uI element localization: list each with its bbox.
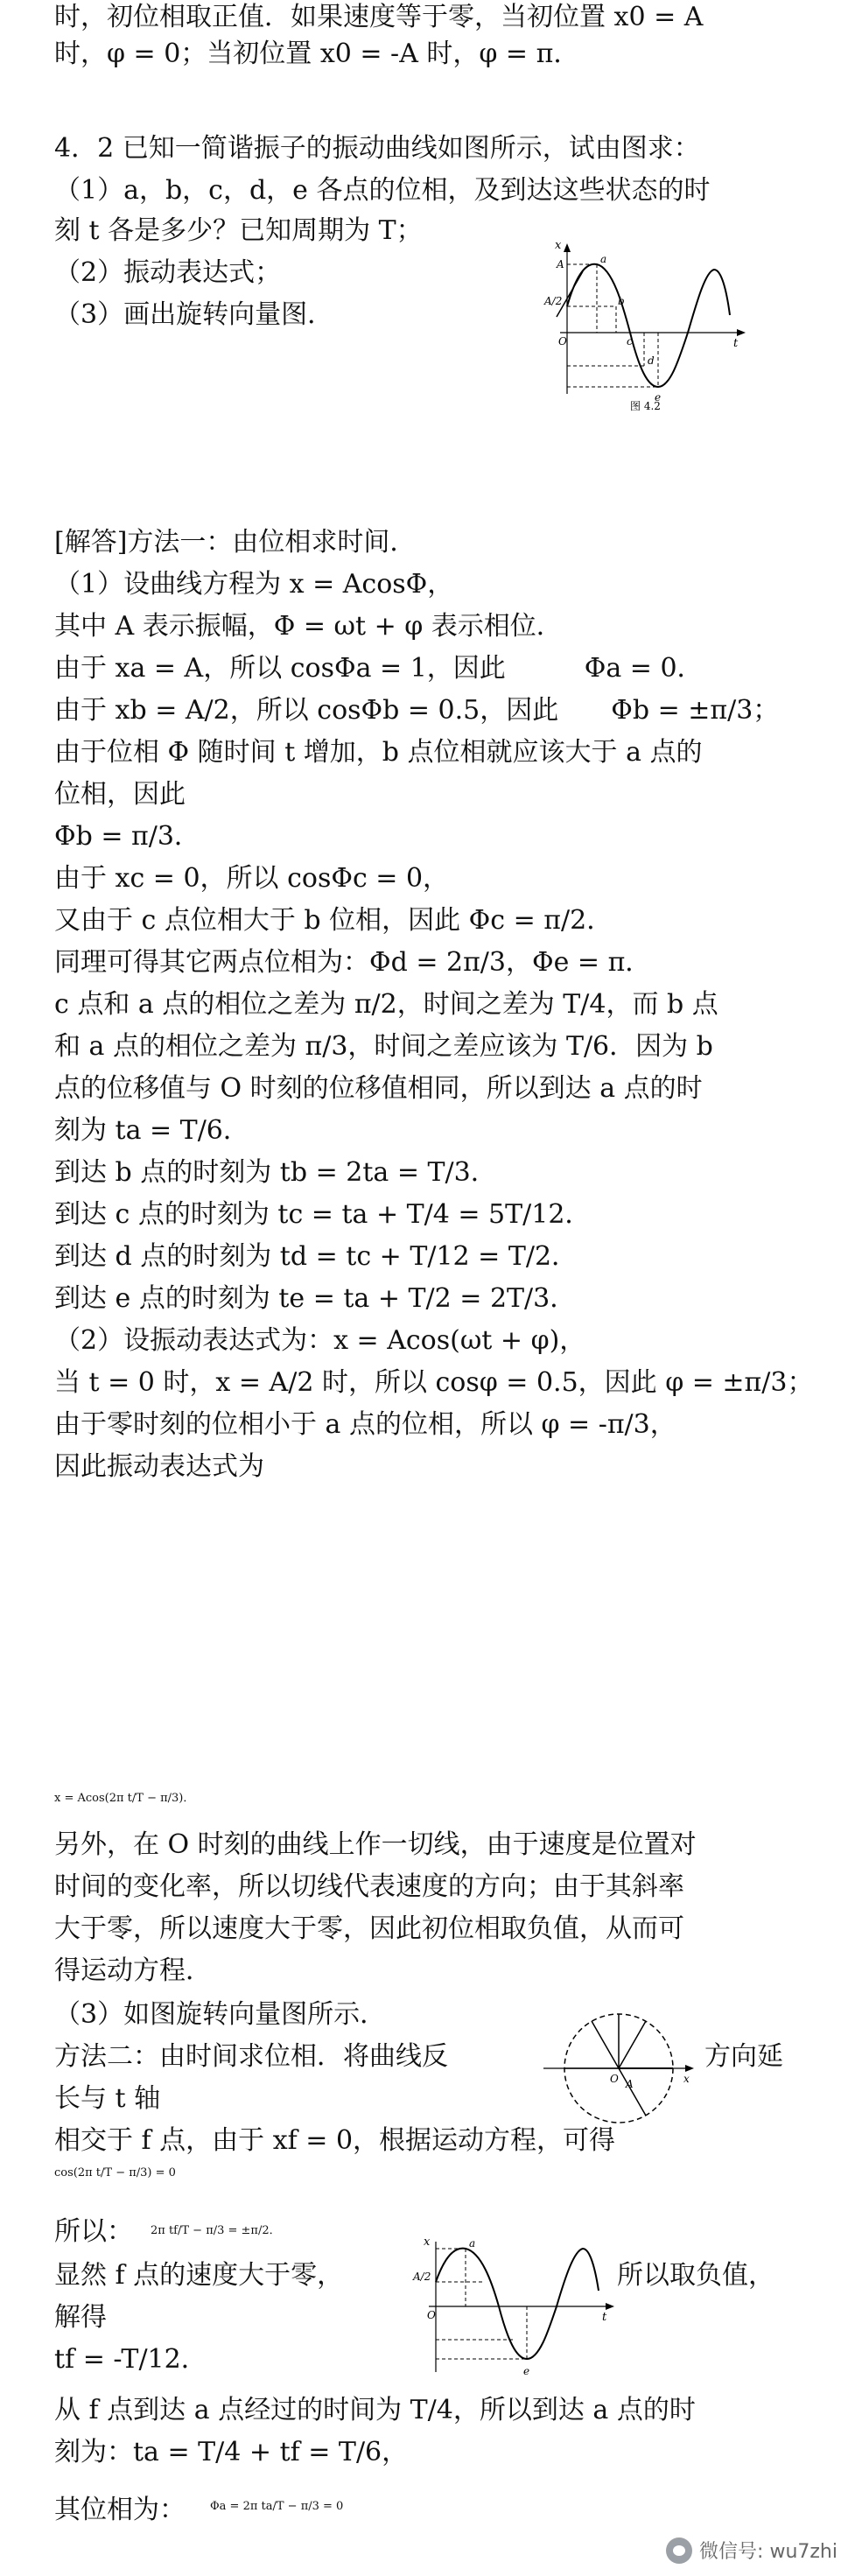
equation-small: cos(2π t/T − π/3) = 0 — [54, 2166, 176, 2179]
figure-caption: 图 4.2 — [630, 400, 661, 411]
axis-t-label: t — [602, 2311, 607, 2324]
text-line: 由于位相 Φ 随时间 t 增加，b 点位相就应该大于 a 点的 — [54, 737, 703, 768]
label-A: A — [557, 258, 564, 270]
text-line: 所以取负值， — [617, 2260, 774, 2291]
text-line: 和 a 点的相位之差为 π/3，时间之差应该为 T/6．因为 b — [54, 1031, 713, 1062]
text-line: 长与 t 轴 — [54, 2083, 161, 2114]
axis-x-label: x — [683, 2073, 690, 2085]
text-line: 又由于 c 点位相大于 b 位相，因此 Φc = π/2． — [54, 905, 613, 936]
text-line: 所以： — [54, 2216, 133, 2247]
text-line: 到达 d 点的时刻为 td = tc + T/12 = T/2． — [54, 1241, 578, 1272]
text-line: 其中 A 表示振幅，Φ = ωt + φ 表示相位． — [54, 611, 563, 642]
equation-small: 2π tf/T − π/3 = ±π/2． — [151, 2224, 281, 2237]
text-line: （2）振动表达式； — [54, 257, 282, 288]
text-line: （3）画出旋转向量图． — [54, 299, 334, 330]
text-line: 显然 f 点的速度大于零， — [54, 2260, 344, 2291]
point-e-label: e — [655, 391, 662, 404]
text-line: 点的位移值与 O 时刻的位移值相同，所以到达 a 点的时 — [54, 1073, 703, 1104]
text-line: 大于零，所以速度大于零，因此初位相取负值，从而可 — [54, 1913, 684, 1944]
question-title: 4．2 已知一简谐振子的振动曲线如图所示，试由图求： — [54, 133, 700, 164]
text-line: 其位相为： — [54, 2495, 186, 2525]
vibration-curve-figure-2 — [411, 2236, 621, 2385]
text-line: 到达 b 点的时刻为 tb = 2ta = T/3． — [54, 1157, 497, 1188]
text-line: 方向延 — [704, 2041, 783, 2072]
text-line: 当 t = 0 时，x = A/2 时，所以 cosφ = 0.5，因此 φ = ±π/3； — [54, 1367, 814, 1398]
text-line: c 点和 a 点的相位之差为 π/2，时间之差为 T/4，而 b 点 — [54, 989, 718, 1020]
text-line: （1）设曲线方程为 x = AcosΦ， — [54, 569, 454, 600]
text-line: 因此振动表达式为 — [54, 1451, 264, 1482]
label-origin: O — [610, 2073, 619, 2085]
text-line: 由于 xb = A/2，所以 cosΦb = 0.5，因此 Φb = ±π/3； — [54, 695, 780, 726]
text-line: 时间的变化率，所以切线代表速度的方向；由于其斜率 — [54, 1871, 684, 1902]
point-c-label: c — [627, 335, 633, 347]
rotating-vector-figure — [538, 2000, 696, 2131]
text-line: 解得 — [54, 2302, 107, 2333]
text-line: 从 f 点到达 a 点经过的时间为 T/4，所以到达 a 点的时 — [54, 2395, 696, 2425]
text-line: （2）设振动表达式为：x = Acos(ωt + φ)， — [54, 1325, 586, 1356]
point-d-label: d — [648, 354, 655, 367]
text-line: 位相，因此 — [54, 779, 186, 810]
label-origin: O — [427, 2309, 436, 2321]
label-A: A — [626, 2078, 634, 2090]
text-line: tf = -T/12． — [54, 2344, 207, 2375]
text-line: 相交于 f 点，由于 xf = 0，根据运动方程，可得 — [54, 2125, 616, 2156]
text-line: 到达 c 点的时刻为 tc = ta + T/4 = 5T/12． — [54, 1199, 592, 1230]
point-a-label: a — [469, 2237, 476, 2250]
text-line: 由于 xc = 0，所以 cosΦc = 0， — [54, 863, 450, 894]
text-line: 同理可得其它两点位相为：Φd = 2π/3，Φe = π． — [54, 947, 652, 978]
wechat-icon — [666, 2537, 692, 2564]
text-line: 方法二：由时间求位相．将曲线反 — [54, 2041, 448, 2072]
watermark — [666, 2537, 837, 2564]
label-origin: O — [558, 335, 567, 347]
text-line: （3）如图旋转向量图所示． — [54, 1999, 387, 2030]
point-a-label: a — [600, 253, 607, 265]
equation-small: Φa = 2π ta/T − π/3 = 0 — [210, 2500, 344, 2513]
text-line: Φb = π/3． — [54, 821, 200, 852]
label-A-half: A/2 — [544, 295, 563, 307]
text-line: 由于 xa = A，所以 cosΦa = 1，因此 Φa = 0． — [54, 653, 704, 684]
watermark-text: 微信号: wu7zhi — [699, 2541, 837, 2563]
text-line: （1）a，b，c，d，e 各点的位相，及到达这些状态的时 — [54, 175, 711, 206]
equation-small: x = Acos(2π t/T − π/3)． — [54, 1792, 195, 1805]
axis-x-label: x — [555, 239, 562, 252]
axis-x-label: x — [424, 2236, 431, 2249]
vibration-curve-figure — [543, 236, 753, 411]
text-line: 时，φ = 0；当初位置 x0 = -A 时，φ = π． — [54, 39, 580, 69]
text-line: 刻 t 各是多少？已知周期为 T； — [54, 215, 423, 246]
point-b-label: b — [618, 295, 625, 307]
text-line: 到达 e 点的时刻为 te = ta + T/2 = 2T/3． — [54, 1283, 577, 1314]
text-line: 由于零时刻的位相小于 a 点的位相，所以 φ = -π/3， — [54, 1409, 676, 1440]
text-line: 得运动方程． — [54, 1955, 212, 1986]
text-line: 时，初位相取正值．如果速度等于零，当初位置 x0 = A — [54, 2, 704, 32]
answer-heading: [解答]方法一：由位相求时间． — [54, 527, 417, 558]
text-line: 另外，在 O 时刻的曲线上作一切线，由于速度是位置对 — [54, 1829, 697, 1860]
point-e-label: e — [523, 2365, 530, 2377]
text-line: 刻为 ta = T/6． — [54, 1115, 249, 1146]
axis-t-label: t — [733, 337, 739, 350]
label-A-half: A/2 — [413, 2271, 431, 2283]
text-line: 刻为：ta = T/4 + tf = T/6， — [54, 2437, 409, 2467]
